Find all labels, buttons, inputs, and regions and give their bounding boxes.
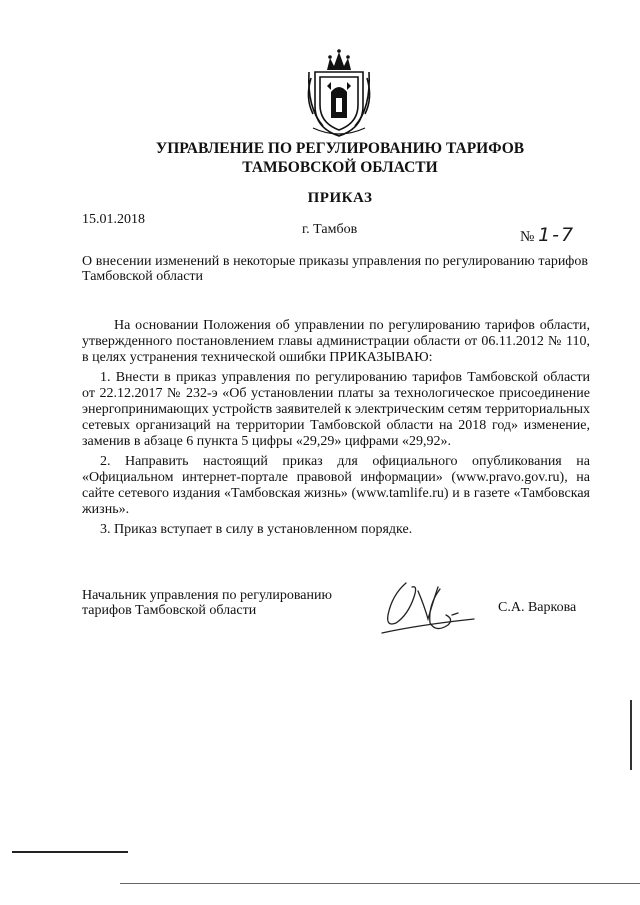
number-prefix: №: [520, 229, 535, 245]
document-body: [82, 318, 590, 542]
scan-artifact-line: [12, 851, 128, 853]
scan-artifact-edge-right: [630, 700, 632, 770]
handwritten-signature: [378, 575, 488, 637]
scan-artifact-edge: [120, 883, 640, 884]
document-subject: О внесении изменений в некоторые приказы управления по регулированию тарифов Тамбовской области: [82, 254, 588, 284]
signatory-name: С.А. Варкова: [498, 600, 577, 615]
document-number: [520, 224, 575, 246]
coat-of-arms-emblem: [301, 48, 377, 140]
order-item-3: 3. Приказ вступает в силу в установленном порядке.: [100, 522, 413, 537]
handwritten-number: 1-7: [538, 224, 576, 246]
org-line-1: УПРАВЛЕНИЕ ПО РЕГУЛИРОВАНИЮ ТАРИФОВ: [155, 140, 525, 157]
document-city: г. Тамбов: [302, 222, 358, 237]
org-line-2: ТАМБОВСКОЙ ОБЛАСТИ: [242, 159, 438, 176]
document-type: ПРИКАЗ: [307, 190, 373, 206]
order-item-2: 2. Направить настоящий приказ для официального опубликования на «Официальном интернет-портале правовой информации» (www.pravo.gov.ru), на сайте сетевого издания «Тамбовская жизнь» (www.tamlife.ru) и в газете «Тамбовская жизнь».: [82, 454, 590, 517]
signatory-position: Начальник управления по регулированию тарифов Тамбовской области: [82, 588, 332, 618]
order-item-1: 1. Внести в приказ управления по регулированию тарифов Тамбовской области от 22.12.2017 № 232-э «Об установлении платы за технологическое присоединение энергопринимающих устройств заявителей к электрическим сетям территориальных сетевых организаций на территории Тамбовской области на 2018 год» изменение, заменив в абзаце 6 пункта 5 цифры «29,29» цифрами «29,92».: [82, 370, 590, 449]
preamble-paragraph: На основании Положения об управлении по регулированию тарифов области, утвержденного постановлением главы администрации области от 06.11.2012 № 110, в целях устранения технической ошибки ПРИКАЗЫВАЮ:: [82, 318, 590, 365]
document-date: 15.01.2018: [82, 212, 145, 227]
organization-name: [90, 139, 590, 177]
